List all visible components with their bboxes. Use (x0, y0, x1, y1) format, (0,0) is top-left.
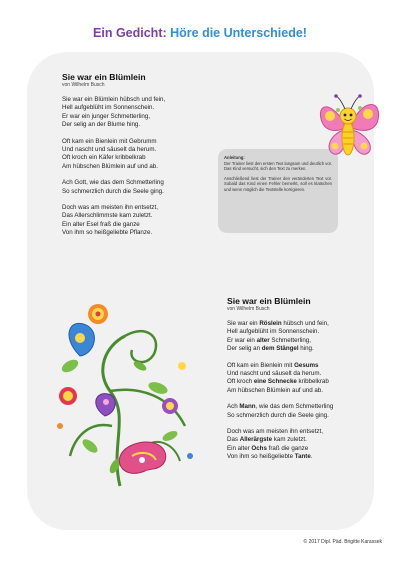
original-poem (62, 72, 165, 246)
instructions-paragraph-2: Anschließend liest der Trainer den veränderten Text vor. Sobald das Kind einen Fehler bemerkt, soll es klatschen und wenn möglich die Textstelle korrigieren. (224, 175, 332, 192)
poem-line: Ein alter Ochs fraß die ganze (227, 444, 309, 452)
poem-line: Das Allerschlimmste kam zuletzt. (62, 212, 153, 220)
changed-word: Röslein (259, 320, 282, 327)
poem-line: Von ihm so heißgeliebte Tante. (227, 453, 313, 461)
poem-line: Er war ein alter Schmetterling, (227, 336, 311, 344)
stanza-2 (62, 138, 165, 172)
poem-line: Und nascht und säuselt da herum. (227, 370, 322, 378)
poem-line: Oft kroch ein Käfer kribbelkrab (62, 154, 146, 162)
stanza-4 (227, 428, 333, 462)
poem-line: Ach Mann, wie das dem Schmetterling (227, 403, 334, 411)
poem-title: Sie war ein Blümlein (227, 296, 311, 306)
changed-word: Allerärgste (239, 436, 273, 444)
poem-line: Oft kroch eine Schnecke kribbelkrab (227, 378, 329, 386)
poem-line: Ein alter Esel fraß die ganze (62, 220, 140, 228)
poem-line: Sie war ein Röslein hübsch und fein, (227, 320, 329, 327)
instructions-paragraph-1: Der Trainer liest den ersten Text langsam und deutlich vor. Das Kind versucht, sich den Text zu merken. (224, 160, 332, 172)
stanza-1 (62, 96, 165, 130)
title-part-2: Höre die Unterschiede! (170, 26, 307, 40)
instructions-title: Anleitung: (224, 155, 245, 160)
poem-line: Sie war ein Blümlein hübsch und fein, (62, 96, 166, 103)
poem-line: Doch was am meisten ihn entsetzt, (227, 428, 323, 436)
poem-line: Und nascht und säuselt da herum. (62, 146, 157, 154)
poem-line: Der selig an dem Stängel hing. (227, 345, 314, 353)
poem-line: Doch was am meisten ihn entsetzt, (62, 204, 158, 212)
poem-line: Von ihm so heißgeliebte Pflanze. (62, 229, 153, 237)
changed-word: eine Schnecke (253, 378, 297, 386)
title-part-1: Ein Gedicht: (93, 26, 171, 40)
poem-line: Er war ein junger Schmetterling, (62, 112, 151, 120)
poem-author: von Wilhelm Busch (62, 82, 105, 88)
poem-line: Ach Gott, wie das dem Schmetterling (62, 179, 164, 187)
stanza-4 (62, 204, 165, 238)
stanza-3 (62, 179, 165, 196)
stanza-3 (227, 403, 333, 420)
stanza-2 (227, 362, 333, 396)
page-title (0, 25, 400, 41)
changed-word: dem Stängel (261, 345, 299, 353)
poem-line: Am hübschen Blümlein auf und ab. (62, 162, 158, 170)
copyright-notice: © 2017 Dipl. Päd. Brigitte Karassek (303, 539, 382, 545)
changed-word: Tante (294, 453, 311, 461)
poem-line: Das Allerärgste kam zuletzt. (227, 436, 307, 444)
poem-title: Sie war ein Blümlein (62, 72, 146, 82)
poem-author: von Wilhelm Busch (227, 306, 270, 312)
changed-word: Mann (239, 403, 256, 411)
poem-line: Der selig an der Blume hing. (62, 121, 141, 129)
poem-line: So schmerzlich durch die Seele ging. (227, 411, 329, 419)
poem-line: Oft kam ein Bienlein mit Gebrumm (62, 137, 157, 145)
changed-word: alter (256, 336, 270, 344)
changed-word: Ochs (251, 444, 267, 452)
poem-line: Hell aufgeblüht im Sonnenschein. (227, 328, 320, 336)
poem-line: Oft kam ein Bienlein mit Gesums (227, 361, 319, 369)
poem-line: Am hübschen Blümlein auf und ab. (227, 386, 323, 394)
paisley-flower-icon (50, 296, 200, 488)
poem-line: Hell aufgeblüht im Sonnenschein. (62, 104, 155, 112)
butterfly-icon (318, 92, 382, 166)
modified-poem (227, 296, 333, 470)
stanza-1 (227, 320, 333, 354)
poem-line: So schmerzlich durch die Seele ging. (62, 187, 164, 195)
changed-word: Gesums (294, 361, 319, 369)
